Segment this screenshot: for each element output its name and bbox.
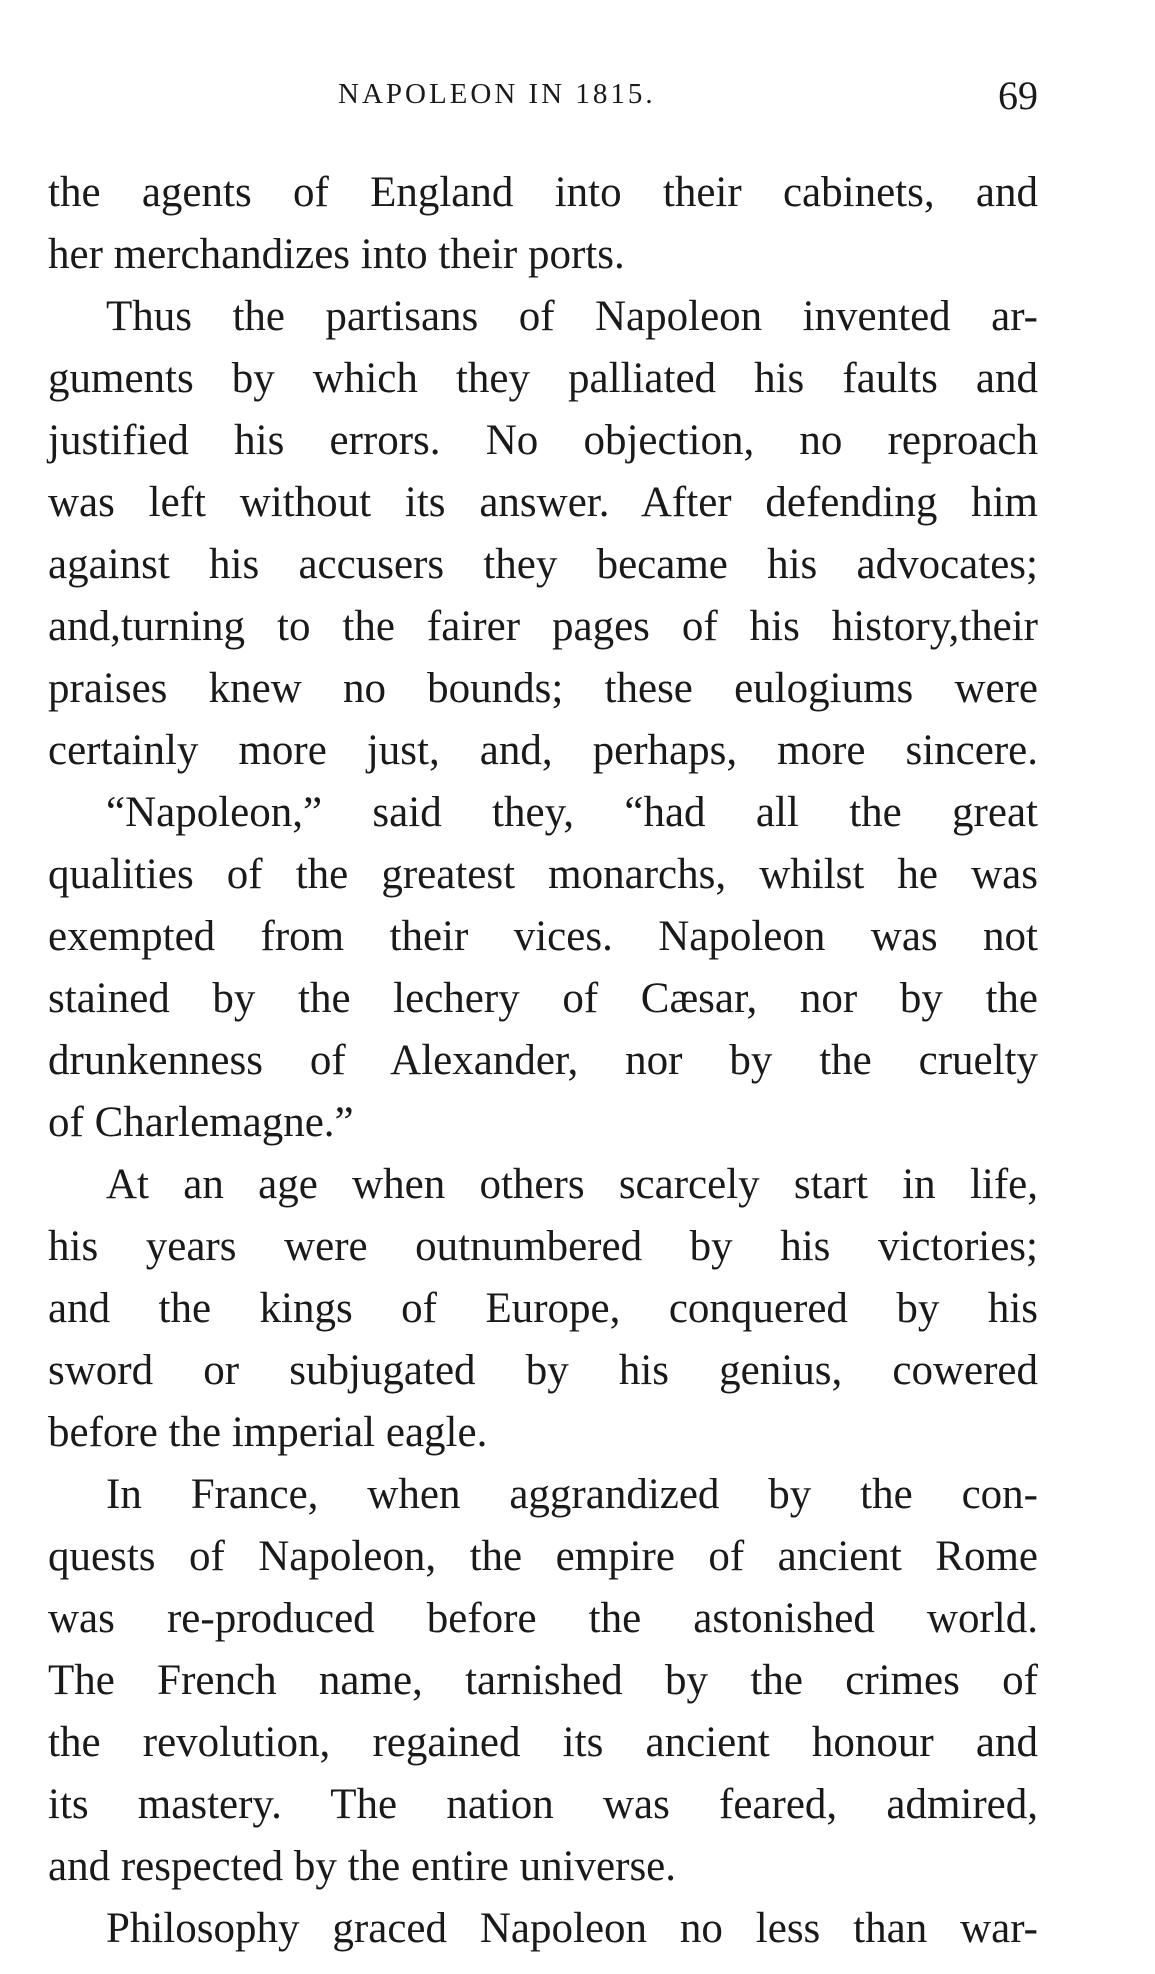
text-line: In France, when aggrandized by the con- bbox=[106, 1471, 1038, 1518]
text-line: Philosophy graced Napoleon no less than war- bbox=[106, 1905, 1038, 1952]
text-line: before the imperial eagle. bbox=[48, 1409, 488, 1456]
text-line: and respected by the entire universe. bbox=[48, 1843, 677, 1890]
body-text bbox=[48, 162, 1038, 1960]
text-line: praises knew no bounds; these eulogiums were bbox=[48, 665, 1038, 712]
text-line: against his accusers they became his advocates; bbox=[48, 541, 1038, 588]
text-line: its mastery. The nation was feared, admired, bbox=[48, 1781, 1038, 1828]
paragraph-1 bbox=[48, 162, 1038, 286]
paragraph-5 bbox=[48, 1464, 1038, 1898]
text-line: quests of Napoleon, the empire of ancient Rome bbox=[48, 1533, 1038, 1580]
text-line: guments by which they palliated his faults and bbox=[48, 355, 1038, 402]
text-line: sword or subjugated by his genius, cowered bbox=[48, 1347, 1038, 1394]
text-line: was re-produced before the astonished world. bbox=[48, 1595, 1038, 1642]
text-line: the revolution, regained its ancient honour and bbox=[48, 1719, 1038, 1766]
text-line: and the kings of Europe, conquered by his bbox=[48, 1285, 1038, 1332]
text-line: The French name, tarnished by the crimes of bbox=[48, 1657, 1038, 1704]
paragraph-3 bbox=[48, 782, 1038, 1154]
text-line: certainly more just, and, perhaps, more sincere. bbox=[48, 727, 1038, 774]
text-line: Thus the partisans of Napoleon invented ar- bbox=[106, 293, 1038, 340]
text-line: his years were outnumbered by his victories; bbox=[48, 1223, 1038, 1270]
page-number: 69 bbox=[998, 73, 1038, 118]
text-line: of Charlemagne.” bbox=[48, 1099, 354, 1146]
text-line: and,turning to the fairer pages of his history,their bbox=[48, 603, 1038, 650]
text-line: At an age when others scarcely start in life, bbox=[106, 1161, 1038, 1208]
paragraph-6 bbox=[48, 1898, 1038, 1960]
text-line: stained by the lechery of Cæsar, nor by the bbox=[48, 975, 1038, 1022]
text-line: exempted from their vices. Napoleon was not bbox=[48, 913, 1038, 960]
text-line: “Napoleon,” said they, “had all the great bbox=[106, 789, 1038, 836]
text-line: the agents of England into their cabinets, and bbox=[48, 169, 1038, 216]
running-head bbox=[48, 72, 1038, 132]
text-line: drunkenness of Alexander, nor by the cruelty bbox=[48, 1037, 1038, 1084]
paragraph-4 bbox=[48, 1154, 1038, 1464]
paragraph-2 bbox=[48, 286, 1038, 782]
text-line: her merchandizes into their ports. bbox=[48, 231, 625, 278]
text-line: was left without its answer. After defending him bbox=[48, 479, 1038, 526]
text-line: justified his errors. No objection, no reproach bbox=[48, 417, 1038, 464]
running-title: NAPOLEON IN 1815. bbox=[338, 78, 656, 110]
text-line: qualities of the greatest monarchs, whilst he was bbox=[48, 851, 1038, 898]
